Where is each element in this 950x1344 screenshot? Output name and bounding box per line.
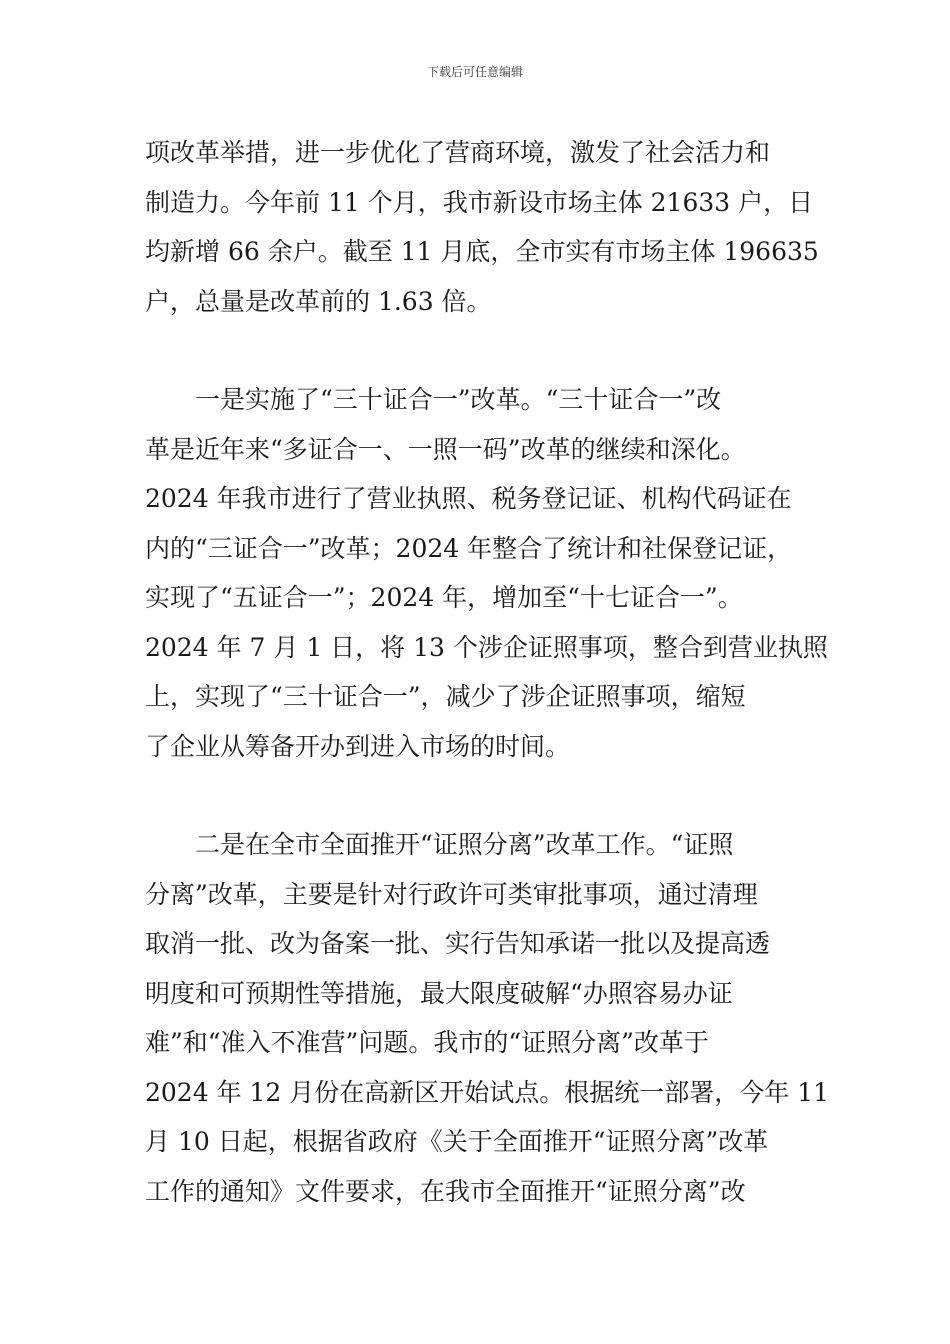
text-line: 制造力。今年前 11 个月，我市新设市场主体 21633 户，日 [145, 187, 814, 217]
text-line: 难”和“准入不准营”问题。我市的“证照分离”改革于 [145, 1028, 709, 1057]
text-line: 分离”改革，主要是针对行政许可类审批事项，通过清理 [145, 879, 758, 909]
text-line: 明度和可预期性等措施，最大限度破解“办照容易办证 [145, 978, 733, 1008]
text-line: 户，总量是改革前的 1.63 倍。 [145, 286, 492, 316]
text-line: 上，实现了“三十证合一”，减少了涉企证照事项，缩短 [145, 682, 746, 711]
text-line: 月 10 日起，根据省政府《关于全面推开“证照分离”改革 [145, 1127, 769, 1156]
text-line: 内的“三证合一”改革；2024 年整合了统计和社保登记证， [145, 533, 793, 563]
paragraph-3 [145, 820, 830, 1216]
text-line: 了企业从筹备开办到进入市场的时间。 [145, 731, 571, 761]
text-line: 一是实施了“三十证合一”改革。“三十证合一”改 [195, 385, 722, 414]
text-line: 二是在全市全面推开“证照分离”改革工作。“证照 [195, 830, 734, 859]
text-line: 实现了“五证合一”；2024 年，增加至“十七证合一”。 [145, 583, 743, 612]
text-line: 2024 年 12 月份在高新区开始试点。根据统一部署，今年 11 [145, 1077, 830, 1107]
text-line: 项改革举措，进一步优化了营商环境，激发了社会活力和 [145, 138, 771, 167]
text-line: 工作的通知》文件要求，在我市全面推开“证照分离”改 [145, 1176, 746, 1206]
text-line: 2024 年 7 月 1 日，将 13 个涉企证照事项，整合到营业执照 [145, 632, 828, 662]
text-line: 革是近年来“多证合一、一照一码”改革的继续和深化。 [145, 434, 746, 464]
paragraph-2 [145, 375, 828, 771]
text-line: 2024 年我市进行了营业执照、税务登记证、机构代码证在 [145, 484, 792, 513]
text-line: 取消一批、改为备案一批、实行告知承诺一批以及提高透 [145, 929, 771, 958]
text-line: 均新增 66 余户。截至 11 月底，全市实有市场主体 196635 [145, 237, 819, 266]
page-header: 下载后可任意编辑 [426, 65, 523, 79]
paragraph-1 [145, 128, 819, 326]
